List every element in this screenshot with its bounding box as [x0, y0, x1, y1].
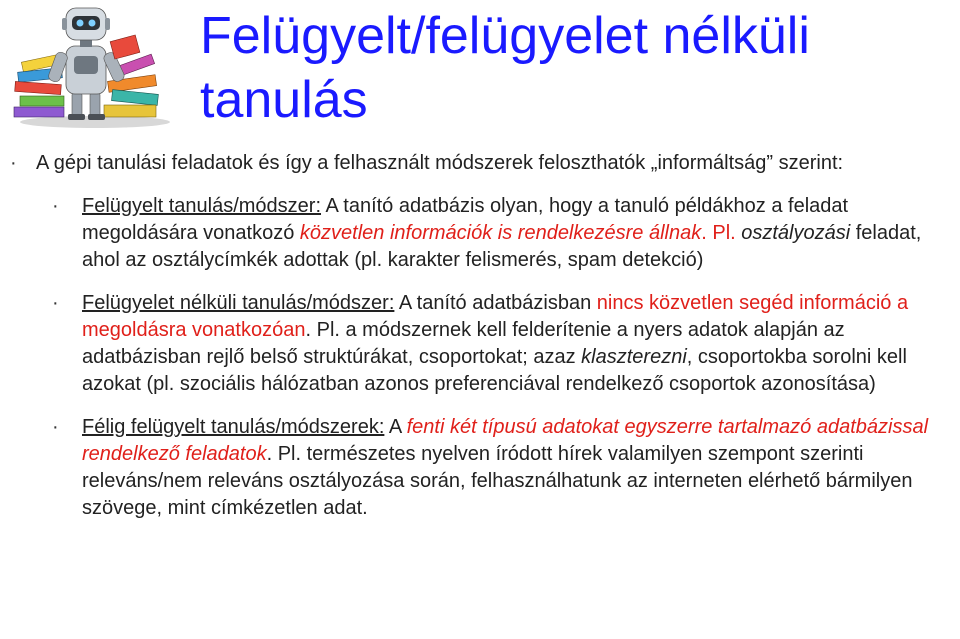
- text-segment: . Pl. a módszernek kell felderítenie a nyers adatok alapján az adatbázisban rejlő belső struktúrákat, csoportokat; azaz: [82, 319, 845, 368]
- text-segment: , csoportokba sorolni kell azokat (pl. szociális hálózatban azonos preferenciával rendelkező csoportok azonosítása): [82, 346, 907, 395]
- term-semi-supervised: Félig felügyelt tanulás/módszerek:: [82, 416, 385, 438]
- list-item-unsupervised: [0, 290, 960, 398]
- text-segment: feladat, ahol az osztálycímkék adottak (pl. karakter felismerés, spam detekció): [82, 222, 922, 271]
- text-segment: . Pl. természetes nyelven íródott hírek valamilyen szempont szerinti releváns/nem releváns osztályozása során, felhasználhatunk az interneten elérhető bármilyen szövege, mint címkézetlen adat.: [82, 443, 913, 519]
- highlight-segment: fenti két típusú adatokat egyszerre tartalmazó adatbázissal rendelkező feladatok: [82, 416, 929, 465]
- term-unsupervised: Felügyelet nélküli tanulás/módszer:: [82, 292, 395, 314]
- list-item-supervised: [0, 193, 960, 274]
- highlight-segment: közvetlen információk is rendelkezésre állnak: [299, 222, 702, 244]
- robot-reading-books-illustration: [0, 0, 175, 130]
- list-item-semi-supervised: [0, 414, 960, 522]
- text-segment: . Pl.: [701, 222, 742, 244]
- highlight-segment: nincs közvetlen segéd információ a megoldásra vonatkozóan: [82, 292, 909, 341]
- intro-bullet: [0, 150, 960, 177]
- bullet-dot-icon: ·: [10, 152, 17, 174]
- text-segment: A: [384, 416, 407, 438]
- bullet-dot-icon: ·: [52, 292, 59, 314]
- italic-segment: klaszterezni: [581, 346, 687, 368]
- intro-text: A gépi tanulási feladatok és így a felhasznált módszerek feloszthatók „informáltság” szerint:: [36, 152, 844, 174]
- text-segment: A tanító adatbázis olyan, hogy a tanuló példákhoz a feladat megoldására vonatkozó: [82, 195, 849, 244]
- text-segment: A tanító adatbázisban: [394, 292, 597, 314]
- bullet-dot-icon: ·: [52, 416, 59, 438]
- bullet-dot-icon: ·: [52, 195, 59, 217]
- slide-title: Felügyelt/felügyelet nélküli tanulás: [200, 7, 810, 129]
- italic-segment: osztályozási: [741, 222, 851, 244]
- term-supervised: Felügyelt tanulás/módszer:: [82, 195, 322, 217]
- slide-content: [0, 150, 960, 522]
